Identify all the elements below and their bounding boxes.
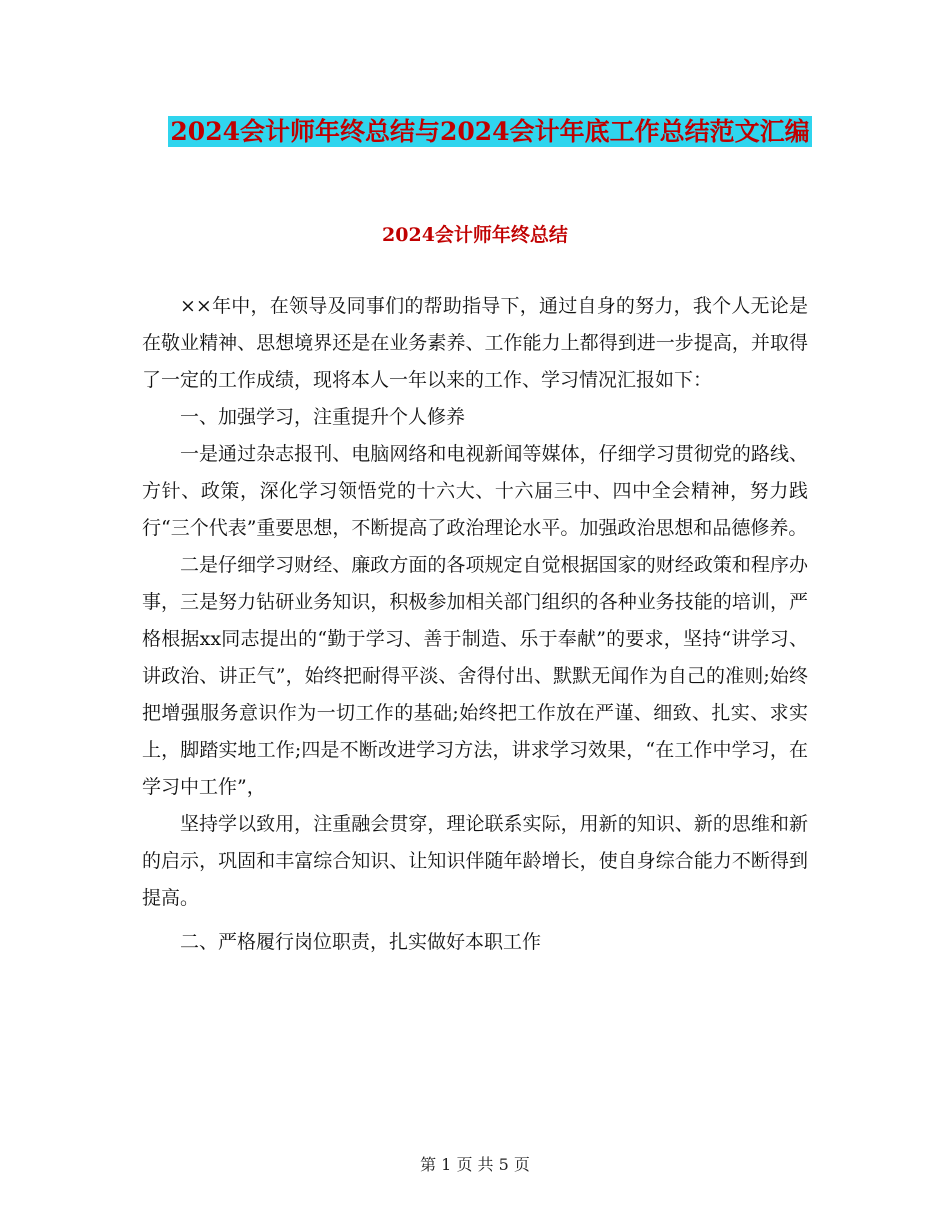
paragraph: 一、加强学习，注重提升个人修养: [180, 406, 466, 428]
paragraph: 二是仔细学习财经、廉政方面的各项规定自觉根据国家的财经政策和程序办事，三是努力钻研业务知识，积极参加相关部门组织的各种业务技能的培训，严格根据xx同志提出的“勤于学习、善于制造、乐于奉献”的要求，坚持“讲学习、讲政治、讲正气”，始终把耐得平淡、舍得付出、默默无闻作为自己的准则;始终把增强服务意识作为一切工作的基础;始终把工作放在严谨、细致、扎实、求实上，脚踏实地工作;四是不断改进学习方法，讲求学习效果，“在工作中学习，在学习中工作”，: [142, 554, 808, 798]
page-title: 2024会计师年终总结与2024会计年底工作总结范文汇编: [170, 117, 810, 146]
section-title: 2024会计师年终总结: [382, 224, 568, 246]
paragraph: ××年中，在领导及同事们的帮助指导下，通过自身的努力，我个人无论是在敬业精神、思想境界还是在业务素养、工作能力上都得到进一步提高，并取得了一定的工作成绩，现将本人一年以来的工作、学习情况汇报如下：: [142, 295, 808, 391]
page-footer: 第 1 页 共 5 页: [420, 1155, 530, 1174]
paragraph: 一是通过杂志报刊、电脑网络和电视新闻等媒体，仔细学习贯彻党的路线、方针、政策，深化学习领悟党的十六大、十六届三中、四中全会精神，努力践行“三个代表”重要思想，不断提高了政治理论水平。加强政治思想和品德修养。: [142, 443, 808, 539]
paragraph: 坚持学以致用，注重融会贯穿，理论联系实际，用新的知识、新的思维和新的启示，巩固和丰富综合知识、让知识伴随年龄增长，使自身综合能力不断得到提高。: [142, 813, 808, 909]
document-body: [142, 288, 808, 961]
title-block: [145, 110, 835, 154]
paragraph: 二、严格履行岗位职责，扎实做好本职工作: [180, 931, 542, 953]
